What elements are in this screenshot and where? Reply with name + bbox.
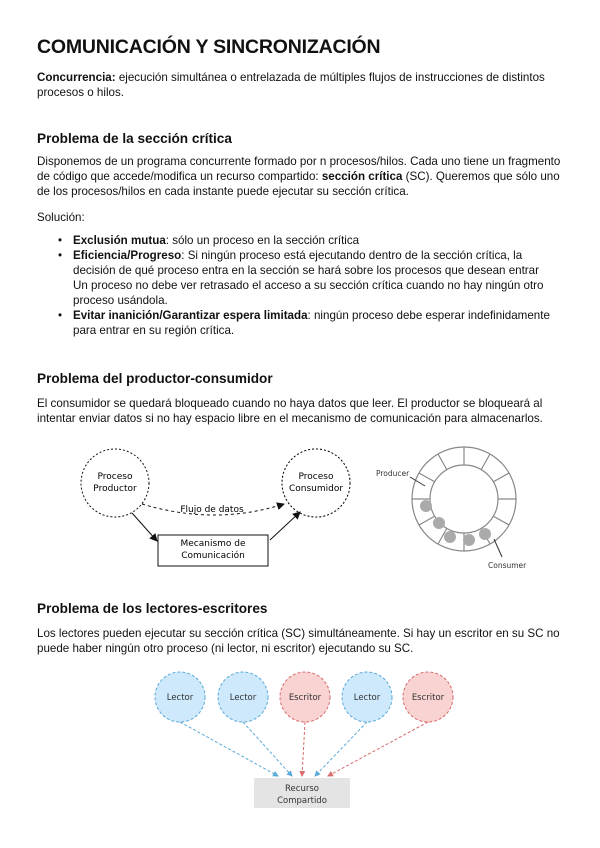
consumer-label-2: Consumidor: [288, 484, 344, 494]
list-item-term: Evitar inanición/Garantizar espera limitada: [73, 309, 308, 322]
consumer-process-circle: [282, 449, 350, 517]
reader-access-arrow: [243, 722, 292, 776]
list-item-text: : sólo un proceso en la sección crítica: [165, 234, 360, 247]
bullet-glyph: •: [58, 249, 63, 262]
resource-label-1: Recurso: [285, 784, 319, 794]
mechanism-label-2: Comunicación: [181, 551, 245, 561]
consumer-pointer: [494, 539, 502, 557]
producer-consumer-body: El consumidor se quedará bloqueado cuando no haya datos que leer. El productor se bloqueará al intentar enviar datos si no hay espacio libre en el mecanismo de comunicación para almacenarlos.: [37, 397, 543, 425]
producer-consumer-heading: Problema del productor-consumidor: [37, 371, 273, 386]
page-title: COMUNICACIÓN Y SINCRONIZACIÓN: [37, 36, 381, 58]
process-nodes: [155, 672, 453, 722]
readers-writers-heading: Problema de los lectores-escritores: [37, 601, 268, 616]
ring-slot-filled: [479, 528, 491, 540]
producer-label-1: Proceso: [97, 472, 133, 482]
list-item-term: Eficiencia/Progreso: [73, 249, 182, 262]
consumer-diagram-part: [280, 442, 344, 566]
writer-access-arrow: [302, 722, 305, 776]
reader-node-label: Lector: [166, 693, 194, 703]
consumer-ring-label: Consumer: [488, 561, 527, 570]
solution-list: [37, 233, 557, 338]
critical-intro-bold: sección crítica: [321, 170, 403, 183]
critical-intro-text-1: Disponemos de un programa concurrente formado por n procesos/hilos. Cada uno tiene un fragmento de código que accede/modifica un recurso compartido:: [37, 155, 561, 183]
bullet-glyph: •: [58, 309, 63, 322]
list-item-text: : Si ningún proceso está ejecutando dentro de la sección crítica, la decisión de qué proceso entra en la sección se hará sobre los procesos que desean entrar Un proceso no debe ver retrasado el acceso a su sección crítica cuando no hay ningún otro proceso usándola.: [73, 249, 544, 307]
list-item: [37, 248, 557, 308]
writer-node-label: Escritor: [411, 693, 445, 703]
reader-node-label: Lector: [353, 693, 381, 703]
critical-section-heading: Problema de la sección crítica: [37, 131, 232, 146]
solution-label: Solución:: [37, 211, 85, 224]
producer-to-mechanism-arrow: [132, 513, 157, 541]
ring-slot-filled: [463, 534, 475, 546]
writer-access-arrow: [328, 722, 428, 776]
concurrency-paragraph: [37, 70, 567, 100]
bullet-glyph: •: [58, 234, 63, 247]
concurrency-term: Concurrencia:: [37, 71, 116, 84]
list-item: [37, 233, 557, 248]
reader-node-label: Lector: [229, 693, 257, 703]
critical-section-intro: [37, 154, 567, 199]
list-item-term: Exclusión mutua: [73, 234, 166, 247]
producer-process-node: [81, 449, 149, 517]
critical-intro-text-2: (SC). Queremos que sólo uno de los procesos/hilos en cada instante puede ejecutar su sección crítica.: [37, 170, 560, 198]
reader-access-arrow: [180, 722, 278, 776]
access-arrows: [180, 722, 428, 776]
concurrency-definition: ejecución simultánea o entrelazada de múltiples flujos de instrucciones de distintos procesos o hilos.: [37, 71, 545, 99]
list-item: [37, 308, 557, 338]
producer-ring-label: Producer: [376, 469, 410, 478]
producer-consumer-diagram: [70, 442, 280, 566]
reader-access-arrow: [315, 722, 367, 776]
consumer-label-1: Proceso: [298, 472, 334, 482]
flow-label: Flujo de datos: [180, 505, 244, 515]
readers-writers-body: Los lectores pueden ejecutar su sección crítica (SC) simultáneamente. Si hay un escritor en su SC no puede haber ningún otro proceso (ni lector, ni escritor) ejecutando su SC.: [37, 627, 560, 655]
ring-slot-filled: [420, 500, 432, 512]
list-item-text: : ningún proceso debe esperar indefinidamente para entrar en su región crítica.: [73, 309, 550, 337]
ring-slot-filled: [433, 517, 445, 529]
resource-label-2: Compartido: [277, 796, 327, 806]
producer-label-2: Productor: [93, 484, 137, 494]
writer-node-label: Escritor: [288, 693, 322, 703]
mechanism-label-1: Mecanismo de: [180, 539, 246, 549]
ring-slot-filled: [444, 531, 456, 543]
ring-buffer-diagram: [370, 444, 540, 574]
readers-writers-diagram: [150, 670, 460, 810]
